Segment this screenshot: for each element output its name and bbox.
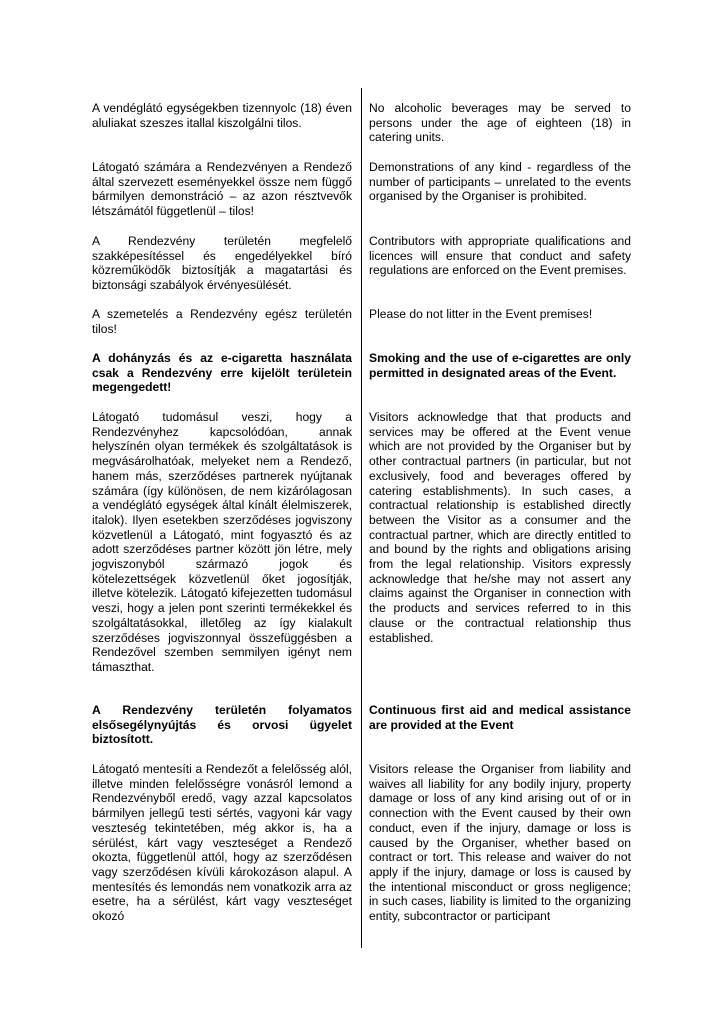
- hu-heading-smoking: A dohányzás és az e-cigaretta használata csak a Rendezvény erre kijelölt területein megengedett!: [92, 351, 352, 395]
- en-rule-demonstration: Demonstrations of any kind - regardless of the number of participants – unrelated to the events organised by the Organiser is prohibited.: [369, 160, 631, 204]
- en-rule-partners: Visitors acknowledge that that products and services may be offered at the Event venue which are not provided by the Organiser but by other contractual partners (in particular, but not exclusively, food and beverages offered by catering establishments). In such cases, a contractual relationship is established directly between the Visitor as a consumer and the contractual partner, which are directly entitled to and bound by the rights and obligations arising from the legal relationship. Visitors expressly acknowledge that he/she may not assert any claims against the Organiser in connection with the products and services referred to in this clause or the contractual relationship thus established.: [369, 410, 631, 645]
- hu-rule-litter: A szemetelés a Rendezvény egész területén tilos!: [92, 307, 352, 336]
- hu-rule-demonstration: Látogató számára a Rendezvényen a Rendező által szervezett eseményekkel össze nem függő bármilyen demonstráció – az azon résztvevők létszámától függetlenül – tilos!: [92, 160, 352, 219]
- hu-rule-alcohol: A vendéglátó egységekben tizennyolc (18) éven aluliakat szeszes itallal kiszolgálni tilos.: [92, 101, 352, 130]
- hu-rule-contributors: A Rendezvény területén megfelelő szakképesítéssel és engedélyekkel bíró közreműködők biztosítják a magatartási és biztonsági szabályok érvényesülését.: [92, 234, 352, 293]
- en-rule-contributors: Contributors with appropriate qualifications and licences will ensure that conduct and safety regulations are enforced on the Event premises.: [369, 234, 631, 278]
- en-rule-litter: Please do not litter in the Event premises!: [369, 307, 593, 321]
- en-rule-alcohol: No alcoholic beverages may be served to persons under the age of eighteen (18) in catering units.: [369, 101, 631, 145]
- hu-rule-partners: Látogató tudomásul veszi, hogy a Rendezvényhez kapcsolódóan, annak helyszínén olyan termékek és szolgáltatások is megvásárolhatóak, melyeket nem a Rendező, hanem más, szerződéses partnerek nyújtanak számára (így különösen, de nem kizárólagosan a vendéglátó egységek által kínált élelmiszerek, italok). Ilyen esetekben szerződéses jogviszony közvetlenül a Látogató, mint fogyasztó és az adott szerződéses partner között jön létre, mely jogviszonyból származó jogok és kötelezettségek közvetlenül őket jogosítják, illetve kötelezik. Látogató kifejezetten tudomásul veszi, hogy a jelen pont szerinti termékekkel és szolgáltatásokkal, illetőleg az így kialakult szerződéses jogviszonnyal összefüggésben a Rendezővel szemben semmilyen igényt nem támaszthat.: [92, 410, 352, 674]
- hu-rule-liability: Látogató mentesíti a Rendezőt a felelősség alól, illetve minden felelősségre vonásról lemond a Rendezvényből eredő, vagy azzal kapcsolatos bármilyen jellegű testi sértés, vagyoni kár vagy veszteség tekintetében, még akkor is, ha a sérülést, kárt vagy veszteséget a Rendező okozta, függetlenül attól, hogy az szerződésen vagy szerződésen kívüli károkozáson alapul. A mentesítés és lemondás nem vonatkozik arra az esetre, ha a sérülést, kárt vagy veszteséget okozó: [92, 762, 352, 924]
- hu-heading-first-aid: A Rendezvény területén folyamatos elsősegélynyújtás és orvosi ügyelet biztosított.: [92, 703, 352, 747]
- en-heading-first-aid: Continuous first aid and medical assistance are provided at the Event: [369, 703, 631, 732]
- en-heading-smoking: Smoking and the use of e-cigarettes are only permitted in designated areas of the Event.: [369, 351, 631, 380]
- column-divider: [361, 88, 362, 948]
- en-rule-liability: Visitors release the Organiser from liability and waives all liability for any bodily injury, property damage or loss of any kind arising out of or in connection with the Event caused by their own conduct, even if the injury, damage or loss is caused by the Organiser, whether based on contract or tort. This release and waiver do not apply if the injury, damage or loss is caused by the intentional misconduct or gross negligence; in such cases, liability is limited to the organizing entity, subcontractor or participant: [369, 762, 631, 924]
